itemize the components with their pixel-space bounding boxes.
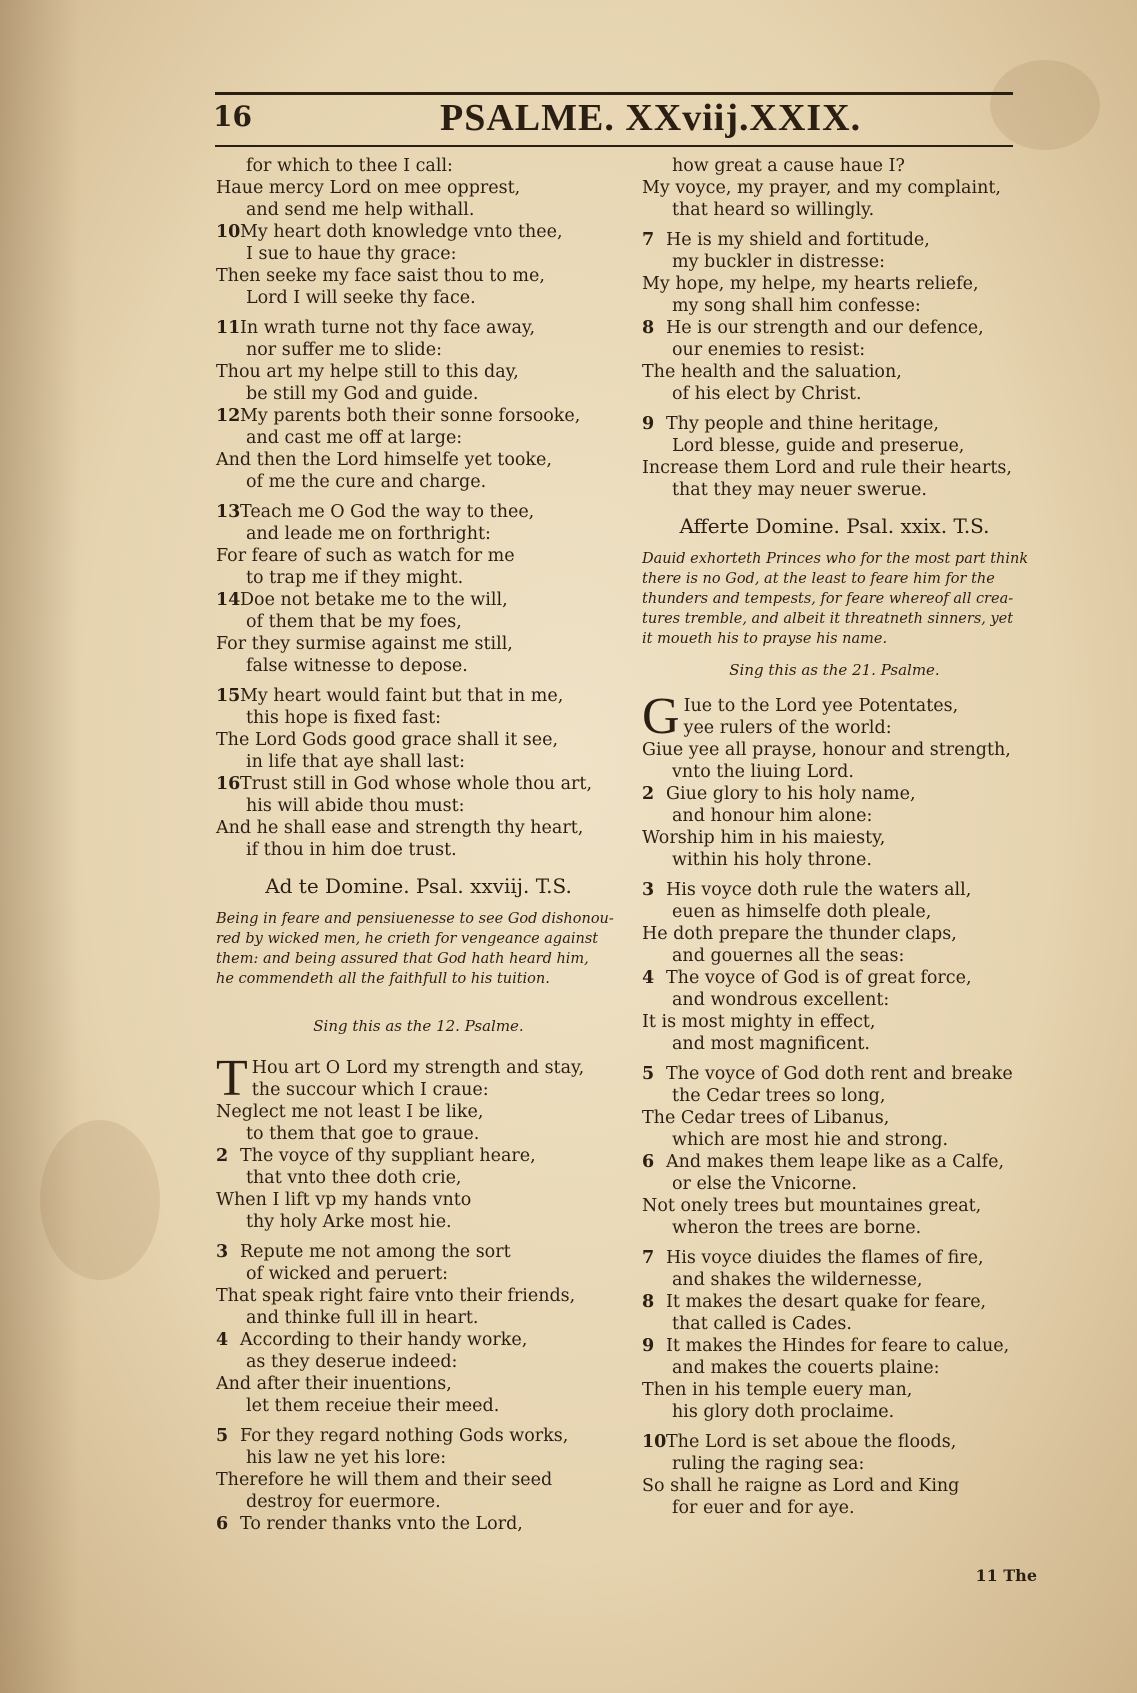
verse-line xyxy=(642,273,1027,295)
verse-number: 7 xyxy=(642,230,655,250)
stanza xyxy=(216,501,621,677)
catchword: 11 The xyxy=(975,1566,1037,1585)
verse-line xyxy=(642,1011,1027,1033)
verse-text: Increase them Lord and rule their hearts, xyxy=(642,458,1012,478)
stanza xyxy=(642,1247,1027,1423)
verse-line xyxy=(216,471,621,493)
verse-text: Hou art O Lord my strength and stay, xyxy=(251,1058,585,1078)
verse-line xyxy=(642,1401,1027,1423)
verse-text: for which to thee I call: xyxy=(246,156,453,176)
verse-text: And after their inuentions, xyxy=(216,1374,452,1394)
verse-text: My heart would faint but that in me, xyxy=(240,686,564,706)
verse-text: Not onely trees but mountaines great, xyxy=(642,1196,982,1216)
verse-line xyxy=(642,339,1027,361)
verse-line xyxy=(216,155,621,177)
verse-text: Doe not betake me to the will, xyxy=(240,590,508,610)
verse-text: The Cedar trees of Libanus, xyxy=(642,1108,890,1128)
verse-line xyxy=(216,839,621,861)
argument-line: thunders and tempests, for feare whereof all crea- xyxy=(642,591,1014,607)
verse-text: the Cedar trees so long, xyxy=(672,1086,886,1106)
verse-text: My hope, my helpe, my hearts reliefe, xyxy=(642,274,979,294)
verse-line xyxy=(216,545,621,567)
verse-line xyxy=(642,177,1027,199)
dropcap: T xyxy=(216,1050,248,1107)
verse-number: 11 xyxy=(216,318,241,338)
verse-number: 4 xyxy=(642,968,655,988)
verse-text: and makes the couerts plaine: xyxy=(672,1358,940,1378)
verse-line xyxy=(216,221,621,243)
running-head: PSALME. XXviij.XXIX. xyxy=(440,97,862,139)
verse-line xyxy=(216,339,621,361)
verse-text: The voyce of God is of great force, xyxy=(666,968,972,988)
verse-text: Lord I will seeke thy face. xyxy=(246,288,476,308)
verse-text: thy holy Arke most hie. xyxy=(246,1212,452,1232)
verse-text: Repute me not among the sort xyxy=(240,1242,511,1262)
verse-line xyxy=(216,729,621,751)
verse-text: The voyce of thy suppliant heare, xyxy=(240,1146,536,1166)
verse-text: It makes the Hindes for feare to calue, xyxy=(666,1336,1010,1356)
verse-text: Then seeke my face saist thou to me, xyxy=(216,266,545,286)
verse-text: our enemies to resist: xyxy=(672,340,866,360)
stanza xyxy=(642,1063,1027,1239)
verse-text: My heart doth knowledge vnto thee, xyxy=(240,222,563,242)
verse-text: to trap me if they might. xyxy=(246,568,464,588)
stanza xyxy=(642,1431,1027,1519)
verse-line xyxy=(216,707,621,729)
verse-text: his law ne yet his lore: xyxy=(246,1448,447,1468)
verse-line xyxy=(216,361,621,383)
verse-text: I sue to haue thy grace: xyxy=(246,244,457,264)
verse-text: and gouernes all the seas: xyxy=(672,946,905,966)
verse-text: that they may neuer swerue. xyxy=(672,480,927,500)
argument-line: tures tremble, and albeit it threatneth sinners, yet xyxy=(642,611,1014,627)
verse-number: 13 xyxy=(216,502,241,522)
verse-line xyxy=(216,1351,621,1373)
verse-line xyxy=(216,1101,621,1123)
verse-text: if thou in him doe trust. xyxy=(246,840,457,860)
argument-line: them: and being assured that God hath heard him, xyxy=(216,951,589,967)
verse-text: yee rulers of the world: xyxy=(683,718,892,738)
verse-text: When I lift vp my hands vnto xyxy=(216,1190,472,1210)
verse-text: Thy people and thine heritage, xyxy=(666,414,939,434)
psalm-29-argument xyxy=(642,549,1027,649)
verse-line xyxy=(216,501,621,523)
verse-text: that heard so willingly. xyxy=(672,200,875,220)
verse-line xyxy=(216,1079,621,1101)
verse-text: Therefore he will them and their seed xyxy=(216,1470,553,1490)
verse-line xyxy=(642,901,1027,923)
verse-line xyxy=(216,1241,621,1263)
verse-text: ruling the raging sea: xyxy=(672,1454,865,1474)
verse-text: He is my shield and fortitude, xyxy=(666,230,930,250)
stanza xyxy=(642,229,1027,405)
verse-text: destroy for euermore. xyxy=(246,1492,441,1512)
verse-text: Iue to the Lord yee Potentates, xyxy=(683,696,959,716)
argument-line: Being in feare and pensiuenesse to see God dishonou- xyxy=(216,911,614,927)
verse-text: and cast me off at large: xyxy=(246,428,463,448)
verse-number: 10 xyxy=(642,1432,667,1452)
verse-number: 3 xyxy=(642,880,655,900)
verse-line xyxy=(216,405,621,427)
verse-line xyxy=(216,1189,621,1211)
left-stanzas-psalm-27 xyxy=(216,155,621,861)
verse-text: of wicked and peruert: xyxy=(246,1264,448,1284)
page-number: 16 xyxy=(213,100,252,133)
verse-line xyxy=(642,923,1027,945)
verse-number: 15 xyxy=(216,686,241,706)
left-stanzas-psalm-28 xyxy=(216,1050,621,1535)
verse-text: And makes them leape like as a Calfe, xyxy=(666,1152,1005,1172)
verse-number: 8 xyxy=(642,318,655,338)
verse-text: His voyce doth rule the waters all, xyxy=(666,880,972,900)
verse-text: or else the Vnicorne. xyxy=(672,1174,857,1194)
verse-line xyxy=(216,633,621,655)
verse-line xyxy=(216,1123,621,1145)
verse-line xyxy=(642,1453,1027,1475)
verse-text: my song shall him confesse: xyxy=(672,296,921,316)
verse-number: 8 xyxy=(642,1292,655,1312)
verse-number: 9 xyxy=(642,414,655,434)
verse-text: be still my God and guide. xyxy=(246,384,479,404)
verse-text: that called is Cades. xyxy=(672,1314,852,1334)
verse-text: his glory doth proclaime. xyxy=(672,1402,895,1422)
stanza xyxy=(216,1425,621,1535)
verse-number: 3 xyxy=(216,1242,229,1262)
stanza xyxy=(642,155,1027,221)
verse-text: and send me help withall. xyxy=(246,200,475,220)
verse-number: 12 xyxy=(216,406,241,426)
verse-text: to them that goe to graue. xyxy=(246,1124,480,1144)
verse-text: Thou art my helpe still to this day, xyxy=(216,362,519,382)
verse-number: 2 xyxy=(642,784,655,804)
verse-text: and wondrous excellent: xyxy=(672,990,890,1010)
verse-text: his will abide thou must: xyxy=(246,796,465,816)
argument-line: it moueth his to prayse his name. xyxy=(642,631,888,647)
verse-line xyxy=(216,265,621,287)
verse-line xyxy=(642,1247,1027,1269)
verse-number: 14 xyxy=(216,590,241,610)
verse-line xyxy=(216,177,621,199)
verse-line xyxy=(216,199,621,221)
verse-text: It makes the desart quake for feare, xyxy=(666,1292,987,1312)
verse-line xyxy=(642,805,1027,827)
verse-line xyxy=(642,1107,1027,1129)
verse-line xyxy=(642,155,1027,177)
argument-line: there is no God, at the least to feare him for the xyxy=(642,571,995,587)
verse-line xyxy=(642,251,1027,273)
verse-line xyxy=(216,773,621,795)
verse-text: For they surmise against me still, xyxy=(216,634,513,654)
stanza xyxy=(216,685,621,861)
verse-line xyxy=(216,1447,621,1469)
verse-text: for euer and for aye. xyxy=(672,1498,855,1518)
verse-text: The health and the saluation, xyxy=(642,362,902,382)
verse-line xyxy=(216,817,621,839)
verse-line xyxy=(642,1129,1027,1151)
verse-number: 7 xyxy=(642,1248,655,1268)
verse-text: this hope is fixed fast: xyxy=(246,708,441,728)
verse-text: and most magnificent. xyxy=(672,1034,870,1054)
verse-text: in life that aye shall last: xyxy=(246,752,465,772)
right-stanzas-psalm-29 xyxy=(642,688,1027,1519)
psalm-28-tune: Sing this as the 12. Psalme. xyxy=(313,1017,524,1035)
verse-text: of me the cure and charge. xyxy=(246,472,487,492)
verse-line xyxy=(642,967,1027,989)
verse-line xyxy=(642,1313,1027,1335)
stanza xyxy=(216,155,621,309)
verse-text: as they deserue indeed: xyxy=(246,1352,458,1372)
verse-line xyxy=(216,1145,621,1167)
verse-line xyxy=(642,1291,1027,1313)
verse-line xyxy=(642,361,1027,383)
verse-line xyxy=(216,449,621,471)
verse-text: Worship him in his maiesty, xyxy=(642,828,886,848)
psalm-29-heading: Afferte Domine. Psal. xxix. T.S. xyxy=(679,514,990,538)
verse-text: For feare of such as watch for me xyxy=(216,546,515,566)
verse-text: And then the Lord himselfe yet tooke, xyxy=(216,450,552,470)
verse-line xyxy=(642,989,1027,1011)
verse-text: within his holy throne. xyxy=(672,850,872,870)
verse-number: 6 xyxy=(216,1514,229,1534)
verse-text: His voyce diuides the flames of fire, xyxy=(666,1248,984,1268)
verse-line xyxy=(216,1513,621,1535)
verse-line xyxy=(642,1195,1027,1217)
verse-text: Giue yee all prayse, honour and strength, xyxy=(642,740,1011,760)
verse-number: 5 xyxy=(216,1426,229,1446)
verse-text: Lord blesse, guide and preserue, xyxy=(672,436,965,456)
verse-line xyxy=(216,1491,621,1513)
verse-line xyxy=(216,317,621,339)
verse-text: He doth prepare the thunder claps, xyxy=(642,924,957,944)
verse-text: Giue glory to his holy name, xyxy=(666,784,916,804)
verse-line xyxy=(216,751,621,773)
verse-line xyxy=(216,1211,621,1233)
foxing-stain xyxy=(40,1120,160,1280)
verse-line xyxy=(642,1431,1027,1453)
verse-line xyxy=(642,717,1027,739)
psalm-28-argument xyxy=(216,909,621,989)
stanza xyxy=(216,1050,621,1233)
right-column xyxy=(642,155,1027,1527)
verse-line xyxy=(642,1033,1027,1055)
verse-line xyxy=(216,1263,621,1285)
verse-line xyxy=(642,945,1027,967)
verse-number: 9 xyxy=(642,1336,655,1356)
verse-text: of his elect by Christ. xyxy=(672,384,862,404)
verse-line xyxy=(642,1085,1027,1107)
verse-text: My voyce, my prayer, and my complaint, xyxy=(642,178,1001,198)
stanza xyxy=(642,413,1027,501)
verse-line xyxy=(216,1307,621,1329)
verse-line xyxy=(216,1469,621,1491)
verse-line xyxy=(216,383,621,405)
header-rule-top xyxy=(215,92,1013,95)
foxing-stain xyxy=(990,60,1100,150)
psalm-29-tune: Sing this as the 21. Psalme. xyxy=(729,661,940,679)
left-column xyxy=(216,155,621,1543)
verse-text: The Lord Gods good grace shall it see, xyxy=(216,730,559,750)
verse-line xyxy=(642,783,1027,805)
verse-text: the succour which I craue: xyxy=(251,1080,489,1100)
verse-text: Trust still in God whose whole thou art, xyxy=(240,774,593,794)
verse-text: In wrath turne not thy face away, xyxy=(240,318,536,338)
verse-line xyxy=(642,1475,1027,1497)
dropcap: G xyxy=(642,688,680,745)
verse-line xyxy=(216,1057,621,1079)
stanza xyxy=(642,879,1027,1055)
verse-text: let them receiue their meed. xyxy=(246,1396,500,1416)
verse-line xyxy=(642,295,1027,317)
verse-line xyxy=(642,1151,1027,1173)
right-stanzas-psalm-28 xyxy=(642,155,1027,501)
verse-line xyxy=(642,1063,1027,1085)
verse-text: The Lord is set aboue the floods, xyxy=(666,1432,957,1452)
verse-line xyxy=(216,287,621,309)
verse-line xyxy=(642,413,1027,435)
verse-line xyxy=(642,1217,1027,1239)
verse-text: nor suffer me to slide: xyxy=(246,340,442,360)
verse-text: So shall he raigne as Lord and King xyxy=(642,1476,960,1496)
verse-line xyxy=(642,383,1027,405)
verse-line xyxy=(642,827,1027,849)
verse-line xyxy=(642,849,1027,871)
verse-text: and thinke full ill in heart. xyxy=(246,1308,479,1328)
argument-line: Dauid exhorteth Princes who for the most part think xyxy=(642,551,1029,567)
verse-text: Teach me O God the way to thee, xyxy=(240,502,535,522)
verse-text: of them that be my foes, xyxy=(246,612,462,632)
stanza xyxy=(216,1241,621,1417)
verse-line xyxy=(216,611,621,633)
verse-line xyxy=(216,523,621,545)
verse-line xyxy=(216,1425,621,1447)
verse-text: For they regard nothing Gods works, xyxy=(240,1426,569,1446)
verse-text: Haue mercy Lord on mee opprest, xyxy=(216,178,521,198)
verse-text: My parents both their sonne forsooke, xyxy=(240,406,581,426)
stanza xyxy=(642,688,1027,871)
verse-text: and honour him alone: xyxy=(672,806,873,826)
verse-line xyxy=(642,879,1027,901)
verse-text: According to their handy worke, xyxy=(240,1330,528,1350)
verse-line xyxy=(642,1379,1027,1401)
verse-text: false witnesse to depose. xyxy=(246,656,468,676)
verse-text: He is our strength and our defence, xyxy=(666,318,984,338)
verse-line xyxy=(642,1335,1027,1357)
verse-text: that vnto thee doth crie, xyxy=(246,1168,462,1188)
verse-text: That speak right faire vnto their friends, xyxy=(216,1286,576,1306)
verse-text: my buckler in distresse: xyxy=(672,252,885,272)
verse-line xyxy=(216,685,621,707)
verse-text: and shakes the wildernesse, xyxy=(672,1270,923,1290)
verse-line xyxy=(216,1329,621,1351)
verse-line xyxy=(642,317,1027,339)
verse-line xyxy=(216,1167,621,1189)
verse-line xyxy=(216,655,621,677)
verse-line xyxy=(642,479,1027,501)
argument-line: red by wicked men, he crieth for vengeance against xyxy=(216,931,599,947)
verse-line xyxy=(642,1357,1027,1379)
verse-line xyxy=(216,243,621,265)
verse-text: Neglect me not least I be like, xyxy=(216,1102,484,1122)
page-edge-shadow xyxy=(0,0,80,1693)
verse-line xyxy=(642,199,1027,221)
verse-text: To render thanks vnto the Lord, xyxy=(240,1514,523,1534)
verse-line xyxy=(642,457,1027,479)
verse-line xyxy=(216,795,621,817)
verse-text: euen as himselfe doth pleale, xyxy=(672,902,932,922)
verse-text: It is most mighty in effect, xyxy=(642,1012,876,1032)
argument-line: he commendeth all the faithfull to his tuition. xyxy=(216,971,550,987)
verse-number: 10 xyxy=(216,222,241,242)
stanza xyxy=(216,317,621,493)
verse-number: 2 xyxy=(216,1146,229,1166)
verse-line xyxy=(216,567,621,589)
verse-line xyxy=(216,589,621,611)
verse-text: Then in his temple euery man, xyxy=(642,1380,913,1400)
verse-text: and leade me on forthright: xyxy=(246,524,491,544)
verse-line xyxy=(642,229,1027,251)
verse-line xyxy=(216,427,621,449)
verse-text: And he shall ease and strength thy heart, xyxy=(216,818,584,838)
verse-line xyxy=(642,695,1027,717)
verse-line xyxy=(642,1173,1027,1195)
verse-line xyxy=(216,1395,621,1417)
verse-number: 5 xyxy=(642,1064,655,1084)
psalm-28-heading: Ad te Domine. Psal. xxviij. T.S. xyxy=(265,874,572,898)
verse-text: vnto the liuing Lord. xyxy=(672,762,854,782)
verse-text: how great a cause haue I? xyxy=(672,156,905,176)
verse-text: The voyce of God doth rent and breake xyxy=(666,1064,1013,1084)
verse-text: wheron the trees are borne. xyxy=(672,1218,922,1238)
verse-line xyxy=(642,739,1027,761)
header-rule-bottom xyxy=(215,145,1013,147)
verse-number: 16 xyxy=(216,774,241,794)
verse-text: which are most hie and strong. xyxy=(672,1130,949,1150)
verse-number: 6 xyxy=(642,1152,655,1172)
verse-line xyxy=(216,1373,621,1395)
verse-line xyxy=(642,1269,1027,1291)
verse-number: 4 xyxy=(216,1330,229,1350)
verse-line xyxy=(642,1497,1027,1519)
verse-line xyxy=(642,761,1027,783)
verse-line xyxy=(642,435,1027,457)
verse-line xyxy=(216,1285,621,1307)
